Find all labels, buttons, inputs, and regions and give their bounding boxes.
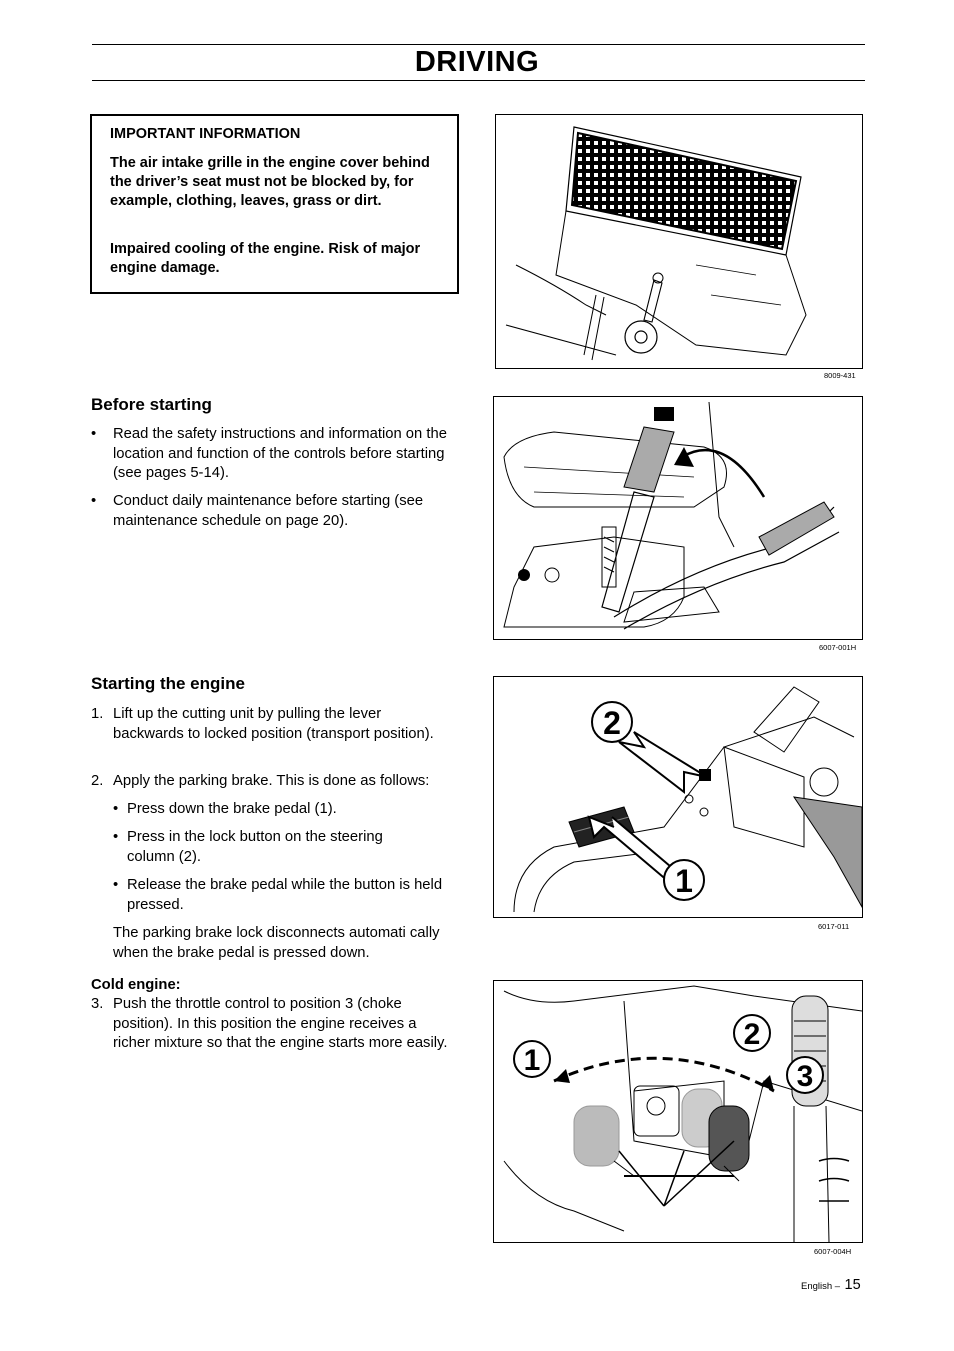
callout-1: 1 xyxy=(675,863,693,899)
important-para-1: The air intake grille in the engine cover behind the driver’s seat must not be blocked by, for example, clothing, leaves, grass or dirt. xyxy=(110,155,430,209)
bullet-text: Press down the brake pedal (1). xyxy=(127,801,337,817)
bullet-text: Press in the lock button on the steering column (2). xyxy=(127,829,383,865)
important-info-box xyxy=(90,114,459,294)
footer-language: English – xyxy=(801,1281,841,1292)
callout-1: 1 xyxy=(523,1044,541,1077)
section-heading-before-starting: Before starting xyxy=(91,395,212,414)
step-marker: 1. xyxy=(91,706,104,722)
step-text: Lift up the cutting unit by pulling the lever backwards to locked position (transport position). xyxy=(113,706,434,742)
bullet-marker: • xyxy=(91,426,97,442)
figure-id-3: 6017-011 xyxy=(818,922,850,931)
callout-2: 2 xyxy=(603,705,621,741)
figure-air-intake-grille xyxy=(495,114,863,369)
step-text: Push the throttle control to position 3 (choke position). In this position the engine receives a richer mixture so that the engine starts more easily. xyxy=(113,996,448,1052)
figure-throttle-control xyxy=(493,980,863,1243)
parking-brake-note: The parking brake lock disconnects automati cally when the brake pedal is pressed down. xyxy=(113,925,440,961)
bullet-text: Read the safety instructions and information on the location and function of the controls before starting (see pages 5-14). xyxy=(113,426,447,482)
bullet-marker: • xyxy=(113,877,119,893)
header-rule-top xyxy=(92,44,865,45)
bullet-text: Conduct daily maintenance before starting (see maintenance schedule on page 20). xyxy=(113,493,424,529)
step-marker: 2. xyxy=(91,773,104,789)
important-para-2: Impaired cooling of the engine. Risk of major engine damage. xyxy=(110,241,421,276)
bullet-text: Release the brake pedal while the button is held pressed. xyxy=(127,877,443,913)
page-number: 15 xyxy=(844,1277,861,1293)
important-heading: IMPORTANT INFORMATION xyxy=(110,126,301,142)
bullet-marker: • xyxy=(113,829,119,845)
page-title: DRIVING xyxy=(414,46,540,78)
bullet-marker: • xyxy=(113,801,119,817)
figure-id-1: 8009-431 xyxy=(824,371,856,380)
figure-id-2: 6007-001H xyxy=(819,643,857,652)
bullet-marker: • xyxy=(91,493,97,509)
callout-3: 3 xyxy=(796,1060,814,1093)
footer-page-number xyxy=(801,1276,861,1294)
callout-2: 2 xyxy=(743,1018,761,1051)
cold-engine-label: Cold engine: xyxy=(91,977,181,993)
figure-cutting-lever xyxy=(493,396,863,640)
step-text: Apply the parking brake. This is done as follows: xyxy=(113,773,430,789)
header-rule-bottom xyxy=(92,80,865,81)
section-heading-starting-engine: Starting the engine xyxy=(91,674,245,693)
step-marker: 3. xyxy=(91,996,104,1012)
figure-id-4: 6007-004H xyxy=(814,1247,852,1256)
figure-parking-brake xyxy=(493,676,863,918)
